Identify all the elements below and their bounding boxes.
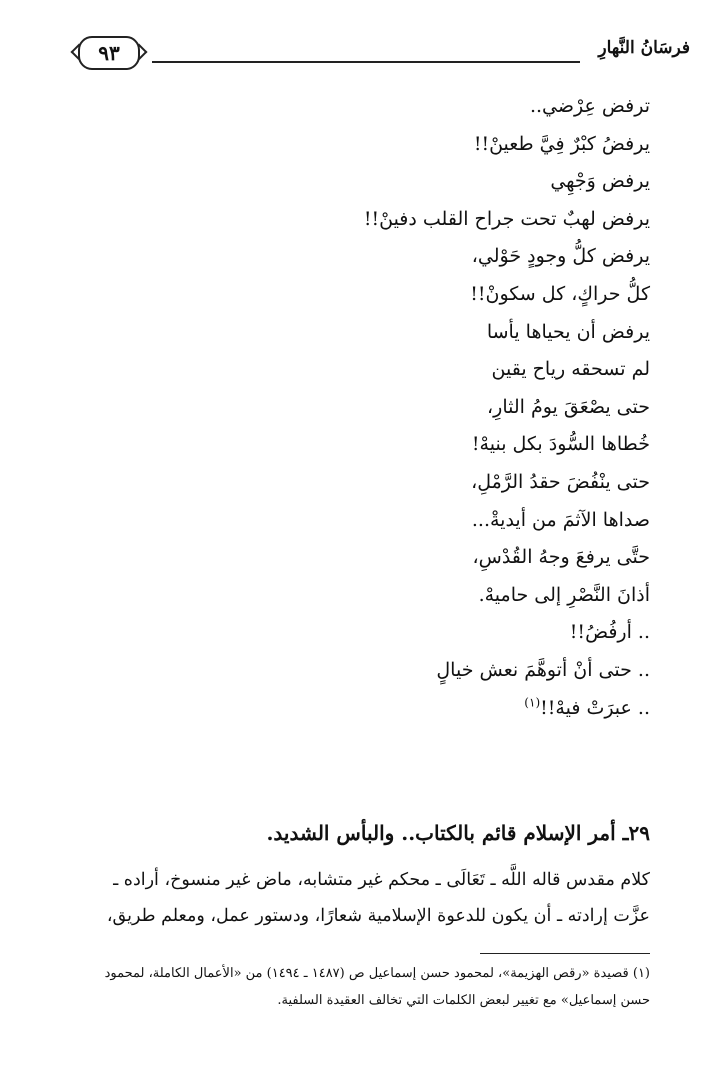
poem-line: لم تسحقه رياح يقين	[491, 358, 650, 381]
poem-line: كلُّ حراكٍ، كل سكونْ!!	[470, 282, 650, 305]
poem-line-text: .. عبرَتْ فيهْ!!	[540, 696, 650, 719]
running-title: فرسَانُ النَّهارِ	[598, 38, 690, 58]
poem-line: يرفض أن يحياها يأسا	[486, 320, 650, 343]
header-rule	[152, 61, 580, 63]
footnotes	[50, 960, 650, 1014]
poem-line: صداها الآثمَ من أيديةْ...	[471, 508, 650, 531]
poem-line-last	[50, 690, 650, 728]
body-line: كلام مقدس قاله اللَّه ـ تَعَالَى ـ محكم غير متشابه، ماض غير منسوخ، أراده ـ	[113, 870, 650, 890]
poem-line: خُطاها السُّودَ بكل بنيهْ!	[471, 433, 650, 456]
poem-line: يرفض لهبٌ تحت جراح القلب دفينْ!!	[363, 207, 650, 230]
footnote-reference[interactable]: (١)	[524, 695, 541, 710]
poem-line: حتى يصْعَقَ يومُ الثارِ،	[487, 395, 650, 418]
footnote-line: حسن إسماعيل» مع تغيير لبعض الكلمات التي تخالف العقيدة السلفية.	[277, 993, 650, 1008]
poem-line: حتَّى يرفعَ وجهُ القُدْسِ،	[472, 546, 650, 569]
poem-line: ترفض عِرْضي..	[529, 95, 650, 117]
body-line: عزَّت إرادته ـ أن يكون للدعوة الإسلامية شعارًا، ودستور عمل، ومعلم طريق،	[106, 906, 650, 926]
poem-line: يرفضُ كبْرٌ فِيَّ طعينْ!!	[473, 132, 650, 155]
poem-line: يرفض وَجْهِي	[550, 170, 650, 193]
poem-line: يرفض كلُّ وجودٍ حَوْلي،	[471, 245, 650, 268]
footnote-separator	[480, 953, 650, 954]
page-header	[70, 34, 690, 74]
footnote-line: (١) قصيدة «رقص الهزيمة»، لمحمود حسن إسماعيل ص (١٤٨٧ ـ ١٤٩٤) من «الأعمال الكاملة، لمحمود	[104, 966, 650, 981]
section-body	[50, 862, 650, 934]
poem	[50, 88, 650, 727]
page-number: ٩٣	[78, 36, 140, 70]
poem-line: .. أرفُضُ!!	[569, 621, 650, 644]
poem-line: .. حتى أنْ أتوهَّمَ نعش خيالٍ	[436, 658, 650, 681]
poem-line: أذانَ النَّصْرِ إلى حاميهْ.	[478, 583, 650, 606]
poem-line: حتى ينْفُضَ حقدُ الرَّمْلِ،	[471, 470, 650, 493]
section-heading: ٢٩ـ أمر الإسلام قائم بالكتاب.. والبأس الشديد.	[266, 821, 650, 845]
